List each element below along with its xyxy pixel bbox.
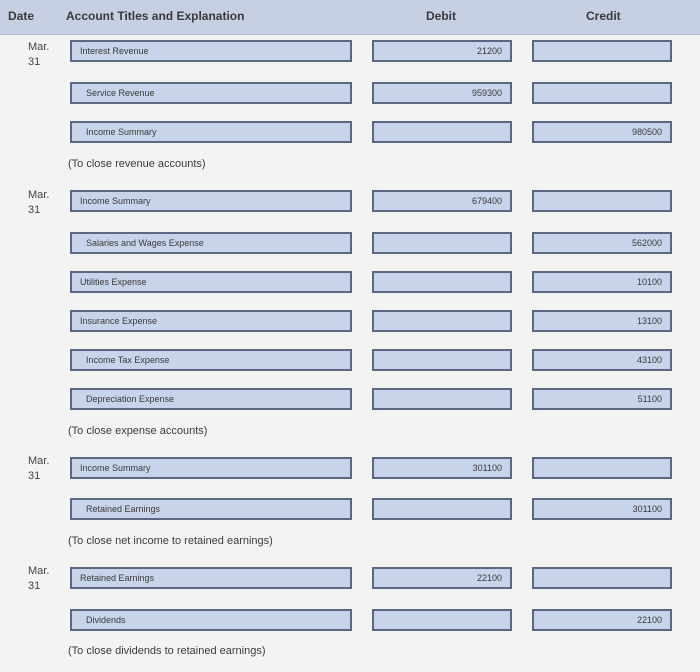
account-field[interactable]: Income Summary: [70, 190, 352, 212]
date-day: 31: [28, 470, 41, 482]
credit-field[interactable]: [532, 40, 672, 62]
credit-field[interactable]: 51100: [532, 388, 672, 410]
credit-field[interactable]: 10100: [532, 271, 672, 293]
debit-field[interactable]: [372, 609, 512, 631]
date-month: Mar.: [28, 189, 50, 201]
debit-field[interactable]: [372, 232, 512, 254]
credit-field[interactable]: [532, 190, 672, 212]
debit-field[interactable]: [372, 271, 512, 293]
account-field[interactable]: Income Tax Expense: [70, 349, 352, 371]
account-field[interactable]: Retained Earnings: [70, 498, 352, 520]
date-day: 31: [28, 204, 41, 216]
entry-date: [28, 564, 49, 594]
account-field[interactable]: Utilities Expense: [70, 271, 352, 293]
debit-field[interactable]: 679400: [372, 190, 512, 212]
account-field[interactable]: Dividends: [70, 609, 352, 631]
debit-field[interactable]: [372, 388, 512, 410]
date-month: Mar.: [28, 565, 50, 577]
date-month: Mar.: [28, 455, 50, 467]
account-field[interactable]: Income Summary: [70, 121, 352, 143]
header-date: Date: [8, 9, 35, 23]
account-field[interactable]: Insurance Expense: [70, 310, 352, 332]
credit-field[interactable]: [532, 457, 672, 479]
debit-field[interactable]: [372, 498, 512, 520]
entry-date: [28, 40, 49, 70]
debit-field[interactable]: 22100: [372, 567, 512, 589]
account-field[interactable]: Service Revenue: [70, 82, 352, 104]
entry-date: [28, 454, 49, 484]
account-field[interactable]: Depreciation Expense: [70, 388, 352, 410]
credit-field[interactable]: 980500: [532, 121, 672, 143]
debit-field[interactable]: 959300: [372, 82, 512, 104]
credit-field[interactable]: 43100: [532, 349, 672, 371]
credit-field[interactable]: [532, 567, 672, 589]
debit-field[interactable]: [372, 349, 512, 371]
header-debit: Debit: [426, 9, 456, 23]
credit-field[interactable]: 13100: [532, 310, 672, 332]
table-header: [0, 0, 700, 35]
account-field[interactable]: Retained Earnings: [70, 567, 352, 589]
entry-explanation: (To close net income to retained earnings): [68, 535, 273, 547]
credit-field[interactable]: 301100: [532, 498, 672, 520]
debit-field[interactable]: 301100: [372, 457, 512, 479]
entry-explanation: (To close revenue accounts): [68, 158, 206, 170]
entry-explanation: (To close dividends to retained earnings): [68, 645, 266, 657]
account-field[interactable]: Salaries and Wages Expense: [70, 232, 352, 254]
debit-field[interactable]: 21200: [372, 40, 512, 62]
credit-field[interactable]: 562000: [532, 232, 672, 254]
credit-field[interactable]: [532, 82, 672, 104]
header-credit: Credit: [586, 9, 621, 23]
header-account: Account Titles and Explanation: [66, 9, 245, 23]
debit-field[interactable]: [372, 310, 512, 332]
account-field[interactable]: Interest Revenue: [70, 40, 352, 62]
date-month: Mar.: [28, 41, 50, 53]
debit-field[interactable]: [372, 121, 512, 143]
account-field[interactable]: Income Summary: [70, 457, 352, 479]
credit-field[interactable]: 22100: [532, 609, 672, 631]
date-day: 31: [28, 56, 41, 68]
entry-explanation: (To close expense accounts): [68, 425, 208, 437]
entry-date: [28, 188, 49, 218]
date-day: 31: [28, 580, 41, 592]
